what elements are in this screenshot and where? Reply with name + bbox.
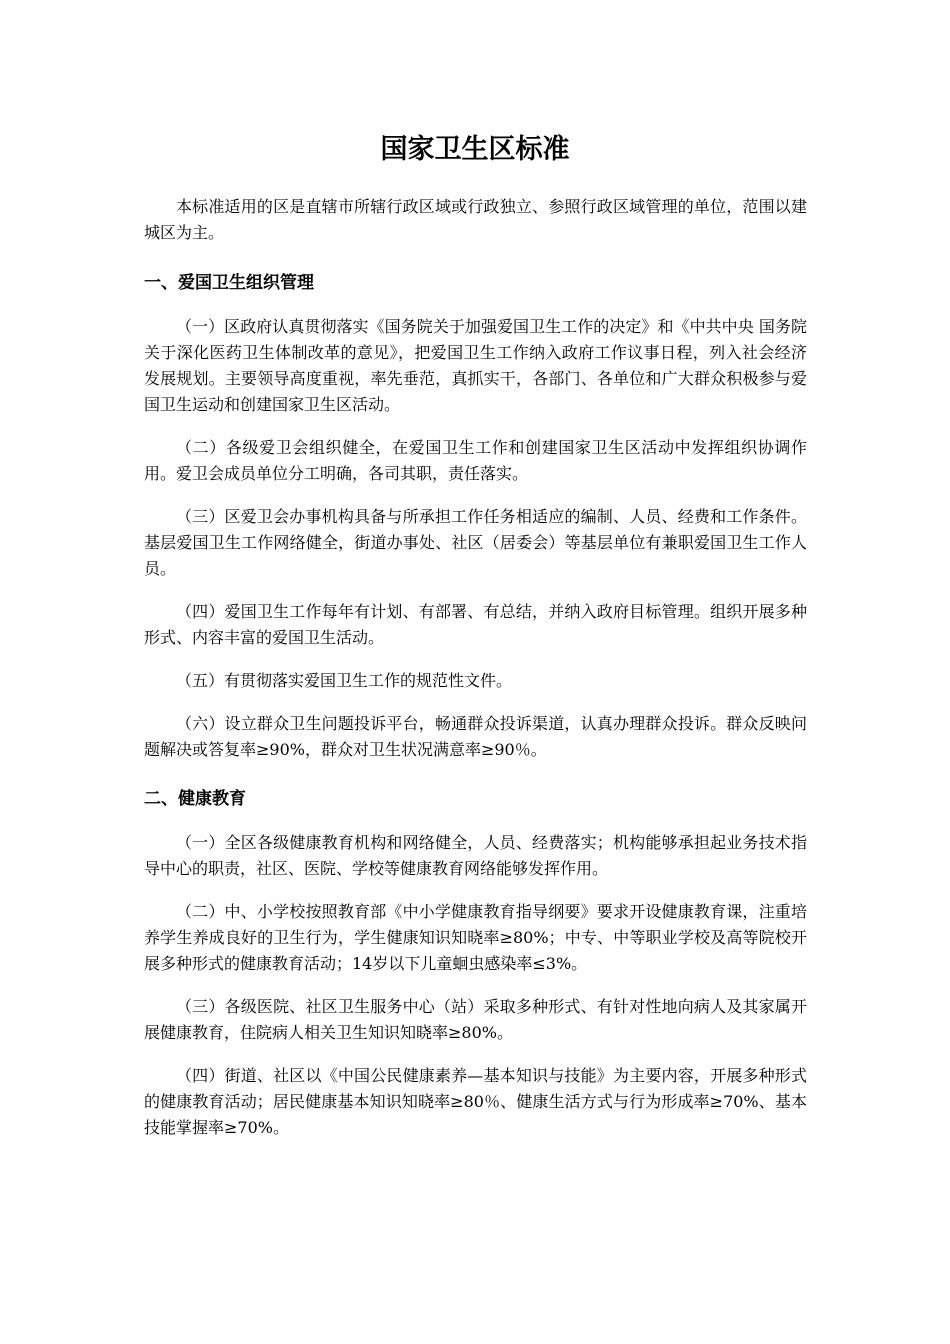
section-item: （四）街道、社区以《中国公民健康素养—基本知识与技能》为主要内容，开展多种形式的健康教育活动；居民健康基本知识知晓率≥80％、健康生活方式与行为形成率≥70%、基本技能掌握率≥70%。 bbox=[144, 1066, 807, 1137]
section-heading: 二、健康教育 bbox=[144, 789, 246, 809]
document-title: 国家卫生区标准 bbox=[380, 134, 570, 165]
section-item: （二）各级爱卫会组织健全，在爱国卫生工作和创建国家卫生区活动中发挥组织协调作用。爱卫会成员单位分工明确，各司其职，责任落实。 bbox=[144, 438, 807, 483]
section-item: （三）区爱卫会办事机构具备与所承担工作任务相适应的编制、人员、经费和工作条件。基层爱国卫生工作网络健全，街道办事处、社区（居委会）等基层单位有兼职爱国卫生工作人员。 bbox=[144, 507, 807, 578]
document-body bbox=[144, 194, 807, 1158]
section-item: （四）爱国卫生工作每年有计划、有部署、有总结，并纳入政府目标管理。组织开展多种形式、内容丰富的爱国卫生活动。 bbox=[144, 602, 807, 647]
section-item: （六）设立群众卫生问题投诉平台，畅通群众投诉渠道，认真办理群众投诉。群众反映问题解决或答复率≥90%，群众对卫生状况满意率≥90％。 bbox=[144, 714, 807, 759]
section-item: （三）各级医院、社区卫生服务中心（站）采取多种形式、有针对性地向病人及其家属开展健康教育，住院病人相关卫生知识知晓率≥80%。 bbox=[144, 997, 807, 1042]
section-item: （一）区政府认真贯彻落实《国务院关于加强爱国卫生工作的决定》和《中共中央 国务院关于深化医药卫生体制改革的意见》，把爱国卫生工作纳入政府工作议事日程，列入社会经济发展规划。主要领导高度重视，率先垂范，真抓实干，各部门、各单位和广大群众积极参与爱国卫生运动和创建国家卫生区活动。 bbox=[144, 317, 807, 414]
section-health-education bbox=[144, 786, 807, 1141]
section-item: （一）全区各级健康教育机构和网络健全，人员、经费落实；机构能够承担起业务技术指导中心的职责，社区、医院、学校等健康教育网络能够发挥作用。 bbox=[144, 833, 807, 878]
section-item: （五）有贯彻落实爱国卫生工作的规范性文件。 bbox=[176, 671, 513, 690]
intro-paragraph: 本标准适用的区是直辖市所辖行政区域或行政独立、参照行政区域管理的单位，范围以建城区为主。 bbox=[144, 197, 807, 242]
section-organization bbox=[144, 270, 807, 763]
section-item: （二）中、小学校按照教育部《中小学健康教育指导纲要》要求开设健康教育课，注重培养学生养成良好的卫生行为，学生健康知识知晓率≥80%；中专、中等职业学校及高等院校开展多种形式的健康教育活动；14岁以下儿童蛔虫感染率≤3%。 bbox=[144, 902, 807, 973]
section-heading: 一、爱国卫生组织管理 bbox=[144, 273, 314, 293]
